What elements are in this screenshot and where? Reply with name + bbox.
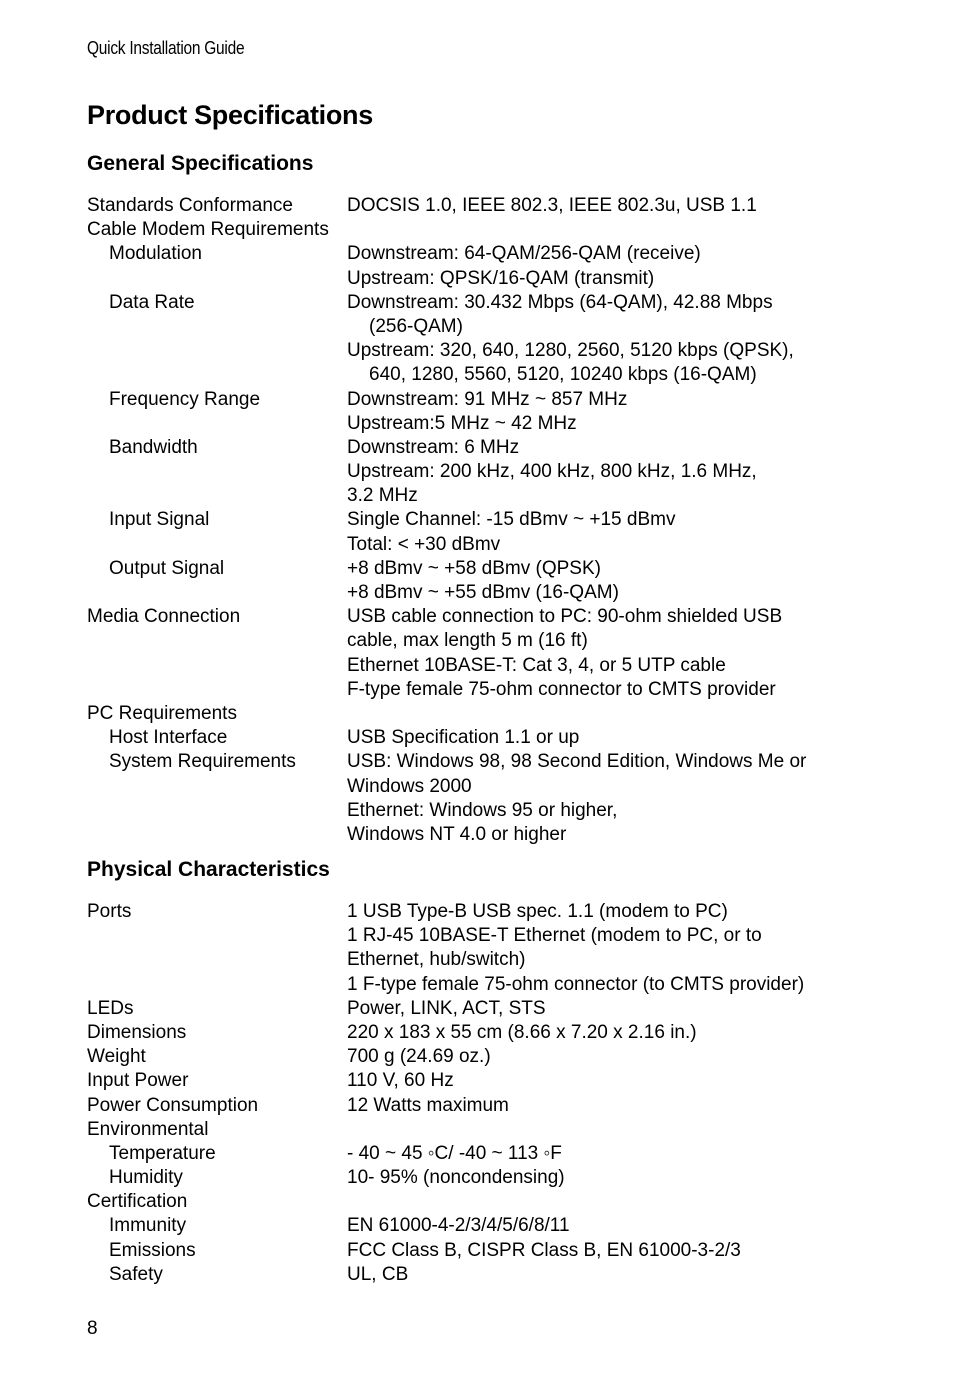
spec-value: (256-QAM) — [369, 315, 463, 337]
physical-characteristics-heading: Physical Characteristics — [87, 858, 330, 881]
spec-label: Input Power — [87, 1070, 189, 1092]
spec-label: Media Connection — [87, 606, 241, 628]
spec-line — [0, 654, 954, 678]
spec-line — [0, 629, 954, 653]
spec-label: LEDs — [87, 997, 134, 1019]
spec-value: Ethernet: Windows 95 or higher, — [347, 799, 618, 821]
page-title: Product Specifications — [87, 100, 373, 130]
running-header: Quick Installation Guide — [87, 38, 245, 58]
spec-label: Standards Conformance — [87, 195, 293, 216]
spec-value: +8 dBmv ~ +55 dBmv (16-QAM) — [347, 582, 619, 603]
spec-value: Ethernet 10BASE-T: Cat 3, 4, or 5 UTP cable — [347, 654, 726, 676]
spec-value: Downstream: 64-QAM/256-QAM (receive) — [347, 243, 701, 265]
spec-label: Cable Modem Requirements — [87, 219, 329, 241]
spec-line — [0, 194, 954, 218]
spec-line — [0, 484, 954, 508]
page-number: 8 — [87, 1318, 98, 1339]
spec-label: Environmental — [87, 1118, 209, 1140]
spec-value: Ethernet, hub/switch) — [347, 949, 526, 971]
spec-value: FCC Class B, CISPR Class B, EN 61000-3-2/3 — [347, 1239, 741, 1261]
spec-value: Upstream: 320, 640, 1280, 2560, 5120 kbps (QPSK), — [347, 340, 794, 362]
spec-label: Temperature — [109, 1142, 216, 1164]
spec-line — [0, 242, 954, 266]
spec-line — [0, 1069, 954, 1093]
spec-value: 1 RJ-45 10BASE-T Ethernet (modem to PC, or to — [347, 925, 762, 947]
spec-value: UL, CB — [347, 1263, 409, 1285]
spec-value: Upstream:5 MHz ~ 42 MHz — [347, 412, 577, 434]
spec-line — [0, 388, 954, 412]
spec-value: Downstream: 6 MHz — [347, 436, 520, 458]
spec-value: 3.2 MHz — [347, 485, 418, 507]
spec-line — [0, 900, 954, 924]
spec-line — [0, 267, 954, 291]
spec-line — [0, 436, 954, 460]
spec-line — [0, 823, 954, 847]
spec-line — [0, 363, 954, 387]
spec-label: Modulation — [109, 243, 202, 265]
spec-value: Upstream: QPSK/16-QAM (transmit) — [347, 267, 655, 289]
spec-line — [0, 460, 954, 484]
spec-line — [0, 1142, 954, 1166]
spec-label: Host Interface — [109, 727, 228, 749]
spec-line — [0, 702, 954, 726]
spec-label: Humidity — [109, 1167, 183, 1189]
spec-value: Downstream: 91 MHz ~ 857 MHz — [347, 388, 628, 410]
spec-line — [0, 924, 954, 948]
spec-value: 110 V, 60 Hz — [347, 1070, 454, 1092]
spec-value: Power, LINK, ACT, STS — [347, 997, 546, 1019]
spec-line — [0, 1239, 954, 1263]
spec-label: Ports — [87, 901, 132, 922]
spec-label: Weight — [87, 1046, 146, 1068]
spec-line — [0, 799, 954, 823]
spec-value: Total: < +30 dBmv — [347, 533, 501, 555]
general-specifications-table — [0, 194, 954, 847]
spec-value: 1 F-type female 75-ohm connector (to CMTS provider) — [347, 973, 805, 995]
spec-label: Input Signal — [109, 509, 210, 531]
spec-label: System Requirements — [109, 751, 296, 773]
spec-line — [0, 581, 954, 605]
spec-line — [0, 291, 954, 315]
spec-value: 12 Watts maximum — [347, 1094, 509, 1116]
spec-value: Windows 2000 — [347, 775, 472, 797]
spec-line — [0, 1045, 954, 1069]
spec-line — [0, 218, 954, 242]
spec-line — [0, 533, 954, 557]
spec-line — [0, 339, 954, 363]
spec-value: DOCSIS 1.0, IEEE 802.3, IEEE 802.3u, USB 1.1 — [347, 195, 757, 216]
spec-line — [0, 1094, 954, 1118]
spec-line — [0, 1214, 954, 1238]
spec-line — [0, 678, 954, 702]
spec-label: Safety — [109, 1263, 163, 1285]
spec-label: Power Consumption — [87, 1094, 259, 1116]
spec-value: USB cable connection to PC: 90-ohm shielded USB — [347, 606, 783, 628]
spec-line — [0, 948, 954, 972]
spec-label: Immunity — [109, 1215, 187, 1237]
spec-line — [0, 973, 954, 997]
spec-value: Windows NT 4.0 or higher — [347, 823, 567, 845]
spec-value: Single Channel: -15 dBmv ~ +15 dBmv — [347, 509, 676, 531]
spec-value: 10- 95% (noncondensing) — [347, 1167, 565, 1189]
spec-line — [0, 1263, 954, 1287]
spec-value: F-type female 75-ohm connector to CMTS provider — [347, 678, 776, 700]
spec-value: cable, max length 5 m (16 ft) — [347, 630, 588, 652]
spec-label: Frequency Range — [109, 388, 261, 410]
spec-line — [0, 1118, 954, 1142]
spec-line — [0, 997, 954, 1021]
spec-value: +8 dBmv ~ +58 dBmv (QPSK) — [347, 557, 601, 579]
spec-label: Certification — [87, 1191, 188, 1213]
physical-characteristics-table — [0, 900, 954, 1287]
spec-value: 640, 1280, 5560, 5120, 10240 kbps (16-QAM) — [369, 364, 757, 386]
spec-value: USB: Windows 98, 98 Second Edition, Windows Me or — [347, 751, 807, 773]
spec-value: Upstream: 200 kHz, 400 kHz, 800 kHz, 1.6 MHz, — [347, 461, 757, 483]
spec-line — [0, 315, 954, 339]
spec-label: Data Rate — [109, 291, 195, 313]
spec-label: PC Requirements — [87, 702, 237, 724]
spec-value: 700 g (24.69 oz.) — [347, 1046, 491, 1068]
general-specifications-heading: General Specifications — [87, 152, 314, 175]
spec-label: Output Signal — [109, 557, 225, 579]
spec-line — [0, 1021, 954, 1045]
spec-value: USB Specification 1.1 or up — [347, 727, 580, 749]
spec-value: 1 USB Type-B USB spec. 1.1 (modem to PC) — [347, 901, 728, 922]
spec-line — [0, 1166, 954, 1190]
spec-label: Dimensions — [87, 1021, 187, 1043]
spec-line — [0, 775, 954, 799]
spec-line — [0, 557, 954, 581]
spec-line — [0, 750, 954, 774]
spec-value: 220 x 183 x 55 cm (8.66 x 7.20 x 2.16 in.) — [347, 1021, 697, 1043]
spec-value: EN 61000-4-2/3/4/5/6/8/11 — [347, 1215, 570, 1237]
spec-label: Bandwidth — [109, 436, 198, 458]
spec-line — [0, 605, 954, 629]
spec-line — [0, 1190, 954, 1214]
spec-line — [0, 412, 954, 436]
spec-line — [0, 508, 954, 532]
spec-label: Emissions — [109, 1239, 196, 1261]
spec-line — [0, 726, 954, 750]
spec-value: Downstream: 30.432 Mbps (64-QAM), 42.88 Mbps — [347, 291, 773, 313]
spec-value: - 40 ~ 45 ◦C/ -40 ~ 113 ◦F — [347, 1142, 562, 1164]
